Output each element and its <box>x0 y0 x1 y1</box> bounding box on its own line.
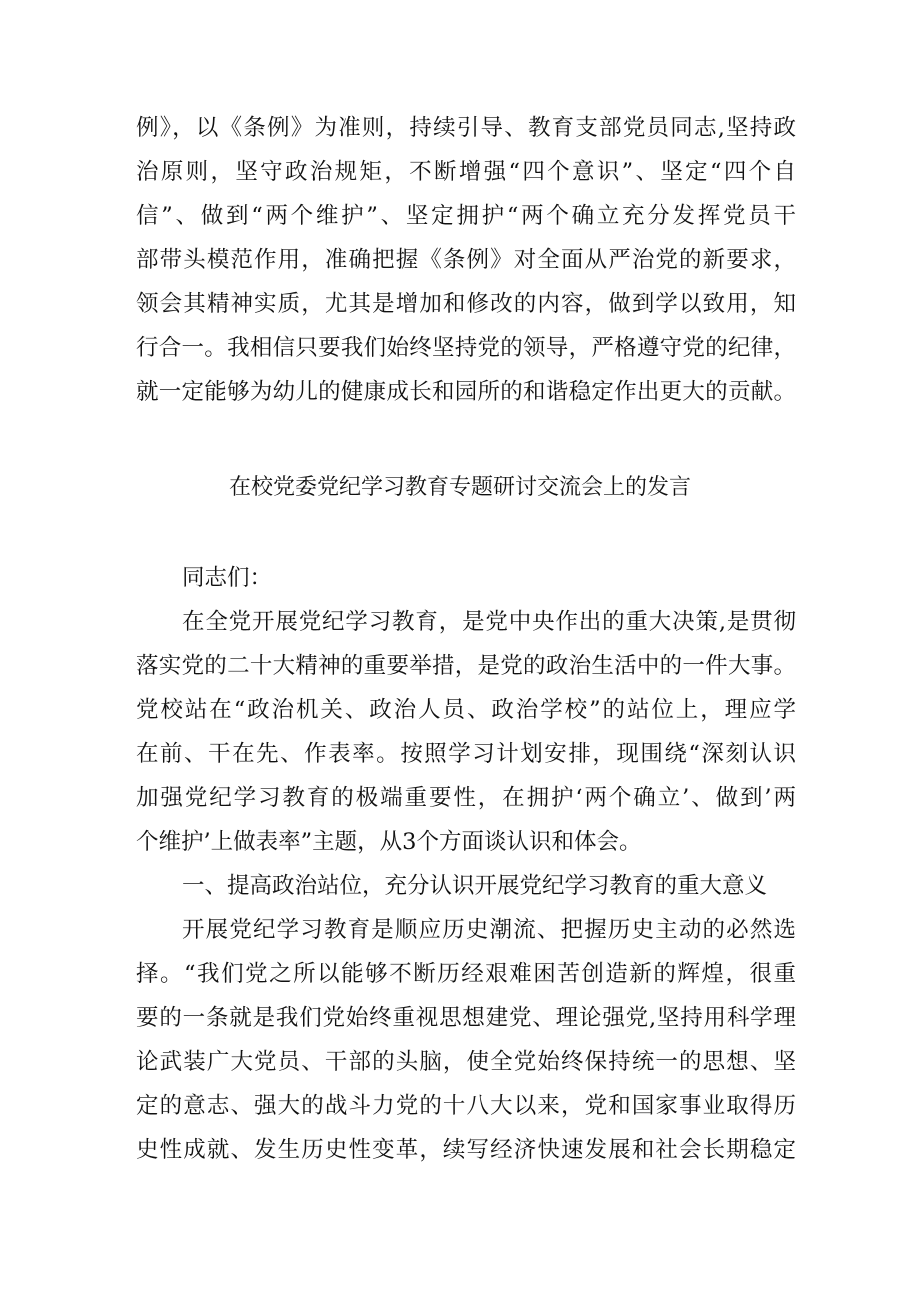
text-line: 行合一。我相信只要我们始终坚持党的领导，严格遵守党的纪律， <box>136 335 796 361</box>
text-line: 就一定能够为幼儿的健康成长和园所的和谐稳定作出更大的贡献。 <box>136 379 796 405</box>
paragraph-line: 开展党纪学习教育是顺应历史潮流、把握历史主动的必然选 <box>182 917 796 943</box>
paragraph-line: 在全党开展党纪学习教育，是党中央作出的重大决策,是贯彻 <box>182 609 796 635</box>
section-heading: 一、提高政治站位，充分认识开展党纪学习教育的重大意义 <box>182 873 768 899</box>
paragraph-line: 要的一条就是我们党始终重视思想建党、理论强党,坚持用科学理 <box>136 1005 796 1031</box>
salutation: 同志们： <box>182 565 273 591</box>
text-line: 信”、做到“两个维护”、坚定拥护“两个确立充分发挥党员干 <box>136 203 796 229</box>
paragraph-line: 落实党的二十大精神的重要举措，是党的政治生活中的一件大事。 <box>136 653 796 679</box>
paragraph-line: 定的意志、强大的战斗力党的十八大以来，党和国家事业取得历 <box>136 1093 796 1119</box>
text-line: 例》，以《条例》为准则，持续引导、教育支部党员同志,坚持政 <box>136 115 796 141</box>
paragraph-line: 在前、干在先、作表率。按照学习计划安排，现围绕“深刻认识 <box>136 741 796 767</box>
paragraph-line: 加强党纪学习教育的极端重要性，在拥护‘两个确立’、做到’两 <box>136 785 796 811</box>
paragraph-line: 论武装广大党员、干部的头脑，使全党始终保持统一的思想、坚 <box>136 1049 796 1075</box>
text-line: 部带头模范作用，准确把握《条例》对全面从严治党的新要求， <box>136 247 796 273</box>
paragraph-line: 党校站在“政治机关、政治人员、政治学校”的站位上，理应学 <box>136 697 796 723</box>
paragraph-line: 史性成就、发生历史性变革，续写经济快速发展和社会长期稳定 <box>136 1137 796 1163</box>
text-line: 领会其精神实质，尤其是增加和修改的内容，做到学以致用，知 <box>136 291 796 317</box>
paragraph-line: 择。“我们党之所以能够不断历经艰难困苦创造新的辉煌，很重 <box>136 961 796 987</box>
text-line: 治原则，坚守政治规矩，不断增强“四个意识”、坚定“四个自 <box>136 159 796 185</box>
paragraph-line: 个维护’上做表率”主题，从3个方面谈认识和体会。 <box>136 829 642 855</box>
speech-title: 在校党委党纪学习教育专题研讨交流会上的发言 <box>228 475 691 500</box>
